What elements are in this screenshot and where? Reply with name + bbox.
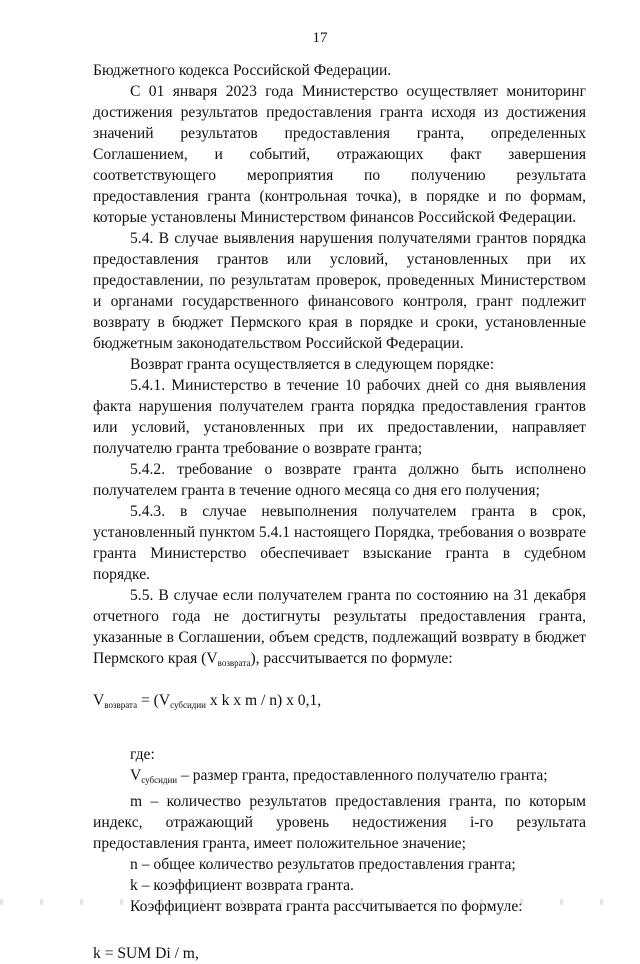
paragraph-5-4: 5.4. В случае выявления нарушения получателями грантов порядка предоставления грантов или условий, установленных при их предоставлении, по результатам проверок, проведенных Министерством и органами государственного финансового контроля, грант подлежит возврату в бюджет Пермского края в порядке и сроки, установленные бюджетным законодательством Российской Федерации. (93, 230, 586, 352)
paragraph-monitoring: С 01 января 2023 года Министерство осуществляет мониторинг достижения результатов предоставления гранта исходя из достижения значений результатов предоставления гранта, определенных Соглашением, и событий, отражающих факт завершения соответствующего мероприятия по получению результата предоставления гранта (контрольная точка), в порядке и по формам, которые установлены Министерством финансов Российской Федерации. (93, 83, 586, 226)
paragraph-continuation: Бюджетного кодекса Российской Федерации. (93, 62, 392, 79)
definition-k: k – коэффициент возврата гранта. (130, 877, 354, 894)
definition-v-subsidy: $V_{субсидии}$ – размер гранта, предоставленного получателю гранта; (130, 767, 548, 785)
formula-return-volume: $V_{возврата} = (V_{субсидии}$ x k x m / n) x 0,1, (93, 692, 322, 710)
paragraph-5-4-2: 5.4.2. требование о возврате гранта должно быть исполнено получателем гранта в течение одного месяца со дня его получения; (93, 461, 586, 499)
definition-n: n – общее количество результатов предоставления гранта; (130, 856, 516, 873)
paragraph-5-4-1: 5.4.1. Министерство в течение 10 рабочих дней со дня выявления факта нарушения получателем гранта порядка предоставления грантов или условий, установленных при их предоставлении, направляет получателю гранта требование о возврате гранта; (93, 377, 586, 457)
paragraph-5-4-3: 5.4.3. в случае невыполнения получателем гранта в срок, установленный пунктом 5.4.1 настоящего Порядка, требования о возврате гранта Министерство обеспечивает взыскание гранта в судебном порядке. (93, 503, 586, 583)
scan-edge-artifact (0, 899, 640, 905)
paragraph-return-order: Возврат гранта осуществляется в следующем порядке: (130, 356, 495, 373)
paragraph-5-5: 5.5. В случае если получателем гранта по состоянию на 31 декабря отчетного года не достигнуты результаты предоставления гранта, указанные в Соглашении, объем средств, подлежащий возврату в бюджет Пермского края $(V_{возврата})$, рассчитывается по формуле: (93, 587, 586, 668)
definition-m: m – количество результатов предоставления гранта, по которым индекс, отражающий уровень недостижения i-го результата предоставления гранта, имеет положительное значение; (93, 793, 586, 852)
page-body (93, 60, 586, 964)
where-label: где: (130, 746, 155, 763)
page-number: 17 (312, 30, 328, 46)
formula-coefficient: k = SUM Di / m, (93, 945, 199, 962)
coefficient-intro: Коэффициент возврата гранта рассчитывается по формуле: (130, 898, 523, 915)
